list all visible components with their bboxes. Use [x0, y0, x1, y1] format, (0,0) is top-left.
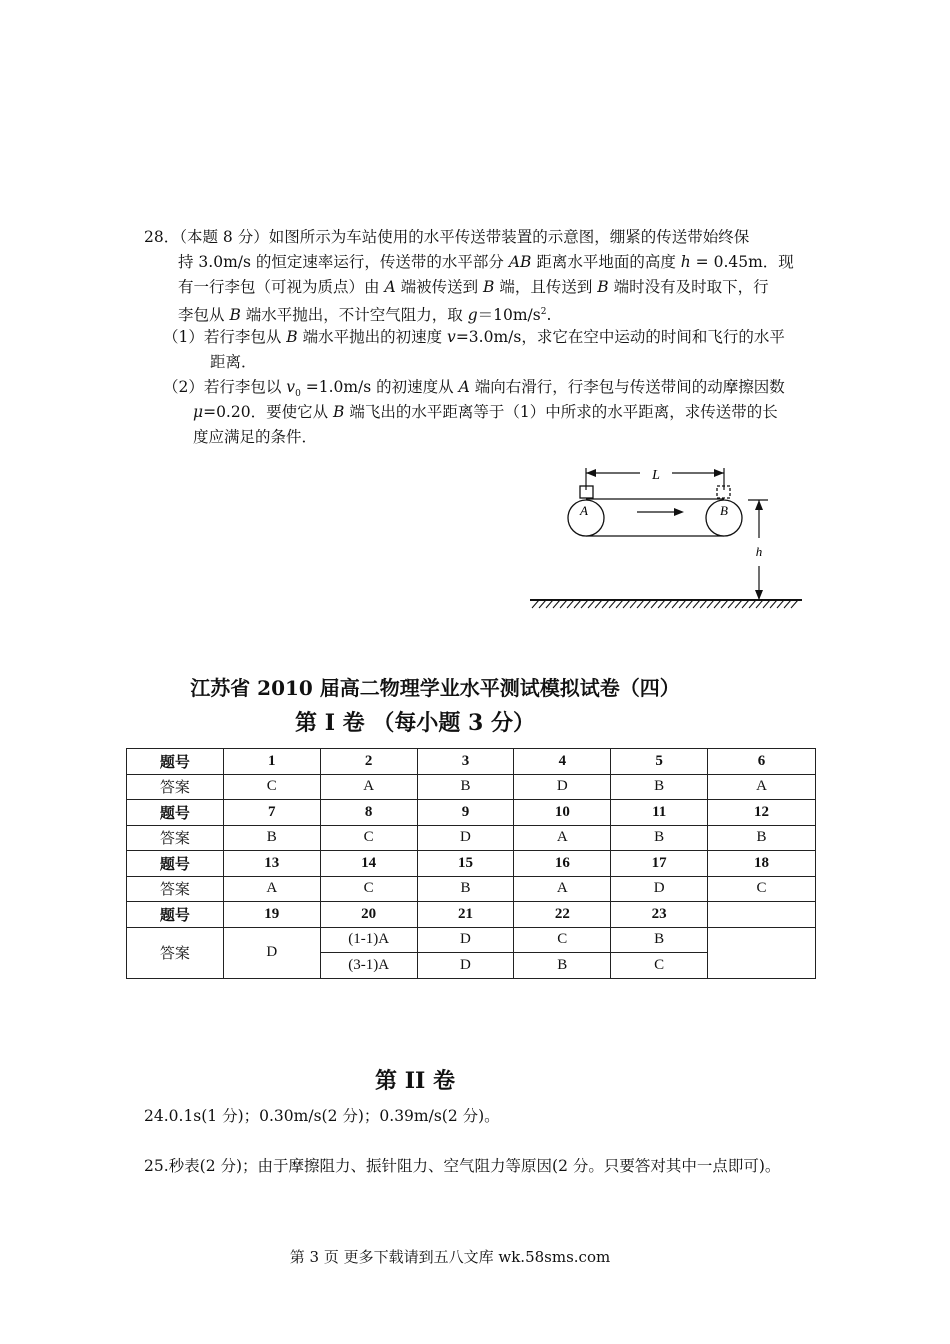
table-cell: 13: [223, 851, 320, 877]
table-cell: 题号: [127, 800, 224, 826]
table-cell: 6: [708, 749, 816, 775]
answer-table: [126, 748, 816, 979]
table-cell: B: [708, 825, 816, 851]
table-cell: 18: [708, 851, 816, 877]
question-number: 28．: [144, 228, 180, 246]
table-cell: C: [611, 953, 708, 979]
page-footer: 第 3 页 更多下载请到五八文库 wk.58sms.com: [289, 1248, 611, 1266]
question-28-part-1-cont: 距离．: [210, 353, 257, 371]
table-cell: 19: [223, 902, 320, 928]
l-arrow-left-head: [586, 469, 596, 477]
answer-25: 25.秒表(2 分)；由于摩擦阻力、振针阻力、空气阻力等原因(2 分。只要答对其中一点即可)。: [144, 1157, 781, 1175]
table-cell: 23: [611, 902, 708, 928]
table-cell: C: [320, 825, 417, 851]
table-cell: B: [417, 876, 514, 902]
table-cell: 7: [223, 800, 320, 826]
table-cell: 答案: [127, 825, 224, 851]
question-28-part-2: （2）若行李包以 $v_0 =1.0m/s$ 的初速度从 A 端向右滑行，行李包与传送带间的动摩擦因数: [163, 378, 785, 400]
exam-title: 江苏省 2010 届高二物理学业水平测试模拟试卷（四）: [190, 676, 680, 700]
label-l: L: [652, 468, 660, 483]
table-cell: [708, 902, 816, 928]
table-cell: 8: [320, 800, 417, 826]
table-cell: 17: [611, 851, 708, 877]
table-cell: 10: [514, 800, 611, 826]
table-cell: 5: [611, 749, 708, 775]
table-cell: 16: [514, 851, 611, 877]
question-28-line-3: 有一行李包（可视为质点）由 A 端被传送到 B 端，且传送到 B 端时没有及时取下，行: [178, 278, 769, 296]
section-1-title: 第 I 卷 （每小题 3 分）: [295, 710, 535, 736]
table-cell: B: [611, 825, 708, 851]
table-row: [127, 800, 816, 826]
table-cell: D: [611, 876, 708, 902]
table-cell: C: [514, 927, 611, 953]
table-cell: 2: [320, 749, 417, 775]
table-cell: 答案: [127, 927, 224, 978]
table-row: [127, 749, 816, 775]
table-cell: A: [708, 774, 816, 800]
section-2-title: 第 II 卷: [375, 1068, 455, 1094]
table-cell: 15: [417, 851, 514, 877]
table-cell: 题号: [127, 902, 224, 928]
label-b: B: [720, 503, 728, 518]
table-cell: (1-1)A: [320, 927, 417, 953]
question-28-part-2-line-3: 度应满足的条件．: [193, 428, 318, 446]
table-cell: B: [611, 927, 708, 953]
table-cell: [708, 927, 816, 978]
table-row: [127, 851, 816, 877]
table-cell: 11: [611, 800, 708, 826]
table-row: [127, 825, 816, 851]
table-cell: 21: [417, 902, 514, 928]
h-arrow-down-head: [755, 590, 763, 600]
label-a: A: [580, 503, 588, 518]
conveyor-belt-diagram: [520, 460, 810, 620]
table-cell: 4: [514, 749, 611, 775]
table-cell: 14: [320, 851, 417, 877]
table-cell: D: [417, 927, 514, 953]
answer-24: 24.0.1s(1 分)；0.30m/s(2 分)；0.39m/s(2 分)。: [144, 1107, 500, 1125]
table-cell: A: [514, 825, 611, 851]
question-28-line-1: [144, 225, 749, 249]
table-cell: 3: [417, 749, 514, 775]
question-28-part-1: （1）若行李包从 B 端水平抛出的初速度 v=3.0m/s，求它在空中运动的时间和飞行的水平: [163, 328, 785, 346]
header-label-cell: 题号: [127, 749, 224, 775]
table-cell: 12: [708, 800, 816, 826]
table-cell: D: [417, 825, 514, 851]
table-row: [127, 927, 816, 953]
table-cell: 20: [320, 902, 417, 928]
table-cell: D: [417, 953, 514, 979]
table-cell: D: [223, 927, 320, 978]
table-cell: 答案: [127, 876, 224, 902]
question-28-line-2: 持 3.0m/s 的恒定速率运行，传送带的水平部分 AB 距离水平地面的高度 h = 0.45m．现: [178, 253, 794, 271]
table-cell: C: [320, 876, 417, 902]
table-cell: B: [223, 825, 320, 851]
table-cell: C: [708, 876, 816, 902]
table-cell: 22: [514, 902, 611, 928]
table-row: [127, 774, 816, 800]
table-cell: A: [514, 876, 611, 902]
table-cell: B: [611, 774, 708, 800]
question-28-line-4: 李包从 B 端水平抛出，不计空气阻力，取 $g=10m/s^2$.: [178, 306, 552, 325]
table-cell: 题号: [127, 851, 224, 877]
table-cell: B: [514, 953, 611, 979]
table-cell: B: [417, 774, 514, 800]
h-arrow-up-head: [755, 500, 763, 510]
table-cell: A: [223, 876, 320, 902]
table-cell: A: [320, 774, 417, 800]
table-cell: 9: [417, 800, 514, 826]
answer-label-cell: 答案: [127, 774, 224, 800]
question-28-part-2-line-2: μ=0.20．要使它从 B 端飞出的水平距离等于（1）中所求的水平距离，求传送带的长: [193, 403, 778, 421]
table-cell: (3-1)A: [320, 953, 417, 979]
label-h: h: [755, 544, 763, 559]
l-arrow-right-head: [714, 469, 724, 477]
q28-text: （本题 8 分）如图所示为车站使用的水平传送带装置的示意图，绷紧的传送带始终保: [179, 228, 750, 246]
table-cell: C: [223, 774, 320, 800]
table-cell: 1: [223, 749, 320, 775]
ground-hatching: [532, 600, 798, 608]
table-row: [127, 876, 816, 902]
table-row: [127, 902, 816, 928]
table-cell: D: [514, 774, 611, 800]
motion-arrow-head: [674, 508, 684, 516]
